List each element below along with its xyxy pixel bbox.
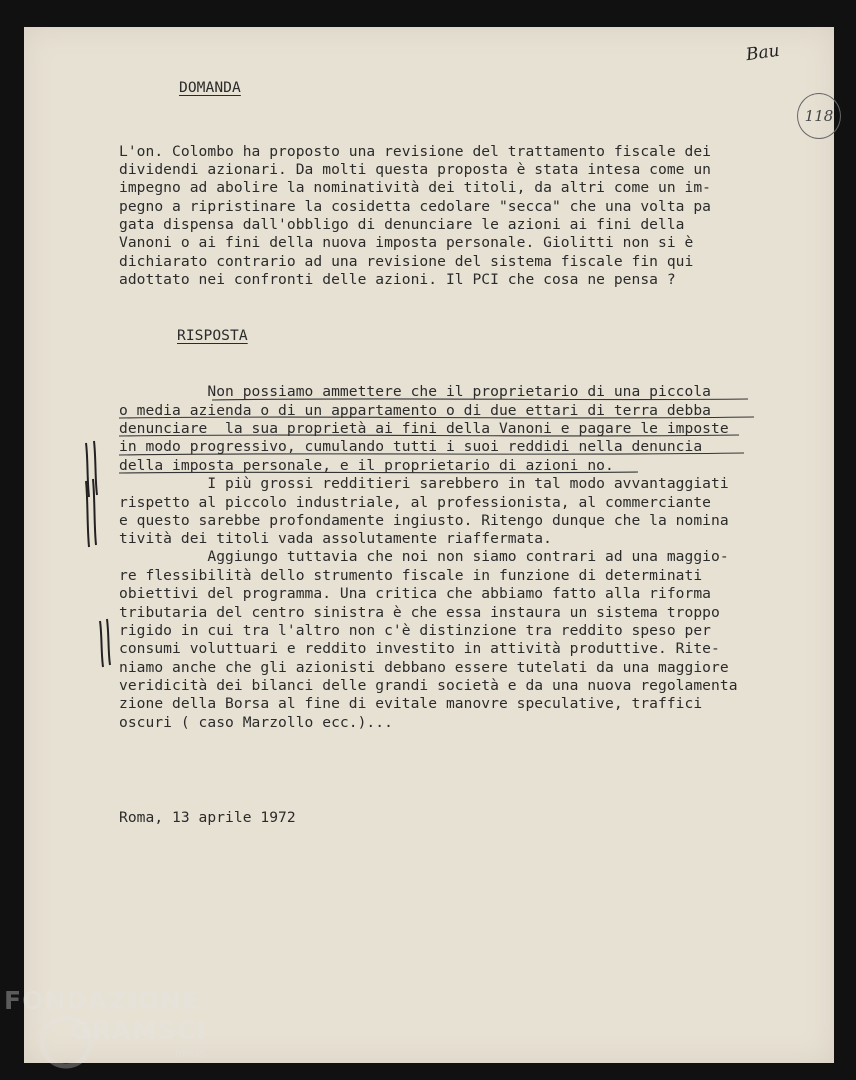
archive-watermark: FONDAZIONE	[4, 986, 201, 1015]
answer-line: o media azienda o di un appartamento o di due ettari di terra debba	[119, 402, 712, 419]
margin-mark-icon	[94, 617, 124, 669]
question-line: impegno ad abolire la nominatività dei titoli, da altri come un im-	[119, 179, 712, 196]
answer-line: obiettivi del programma. Una critica che abbiamo fatto alla riforma	[119, 585, 712, 602]
margin-mark-icon	[78, 477, 108, 549]
answer-line: tributaria del centro sinistra è che essa instaura un sistema troppo	[119, 604, 720, 621]
handwritten-initials: Bau	[744, 40, 781, 66]
answer-line: zione della Borsa al fine di evitale manovre speculative, traffici	[119, 695, 703, 712]
question-heading: DOMANDA	[179, 79, 241, 96]
question-line: pegno a ripristinare la cosidetta cedolare "secca" che una volta pa	[119, 198, 712, 215]
answer-line: tività dei titoli vada assolutamente riaffermata.	[119, 530, 552, 547]
archive-watermark: onlus	[175, 1047, 205, 1060]
signoff-date: Roma, 13 aprile 1972	[119, 809, 296, 826]
question-line: dichiarato contrario ad una revisione del sistema fiscale fin qui	[119, 253, 694, 270]
answer-line: Aggiungo tuttavia che noi non siamo contrari ad una maggio-	[119, 548, 729, 565]
answer-line: in modo progressivo, cumulando tutti i suoi reddidi nella denuncia	[119, 438, 703, 455]
answer-heading: RISPOSTA	[177, 327, 248, 344]
answer-line: e questo sarebbe profondamente ingiusto. Ritengo dunque che la nomina	[119, 512, 729, 529]
answer-line: denunciare la sua proprietà ai fini della Vanoni e pagare le imposte	[119, 420, 729, 437]
question-line: L'on. Colombo ha proposto una revisione del trattamento fiscale dei	[119, 143, 712, 160]
document-page	[24, 27, 834, 1063]
answer-line: della imposta personale, e il proprietario di azioni no.	[119, 457, 614, 474]
answer-line: oscuri ( caso Marzollo ecc.)...	[119, 714, 393, 731]
question-line: dividendi azionari. Da molti questa proposta è stata intesa come un	[119, 161, 712, 178]
question-line: gata dispensa dall'obbligo di denunciare le azioni ai fini della	[119, 216, 685, 233]
page-number-stamp: 118	[797, 93, 841, 139]
answer-line: I più grossi redditieri sarebbero in tal modo avvantaggiati	[119, 475, 729, 492]
archive-watermark: GRAMSCI	[70, 1016, 207, 1045]
answer-line: Non possiamo ammettere che il proprietario di una piccola	[119, 383, 712, 400]
watermark-logo-icon	[36, 1012, 96, 1072]
answer-line: niamo anche che gli azionisti debbano essere tutelati da una maggiore	[119, 659, 729, 676]
question-line: Vanoni o ai fini della nuova imposta personale. Giolitti non si è	[119, 234, 694, 251]
question-line: adottato nei confronti delle azioni. Il PCI che cosa ne pensa ?	[119, 271, 676, 288]
answer-line: rispetto al piccolo industriale, al professionista, al commerciante	[119, 494, 712, 511]
answer-line: rigido in cui tra l'altro non c'è distinzione tra reddito speso per	[119, 622, 712, 639]
answer-line: re flessibilità dello strumento fiscale in funzione di determinati	[119, 567, 703, 584]
answer-line: consumi voluttuari e reddito investito in attività produttive. Rite-	[119, 640, 720, 657]
handwritten-underlines	[24, 27, 834, 507]
answer-line: veridicità dei bilanci delle grandi società e da una nuova regolamenta	[119, 677, 738, 694]
